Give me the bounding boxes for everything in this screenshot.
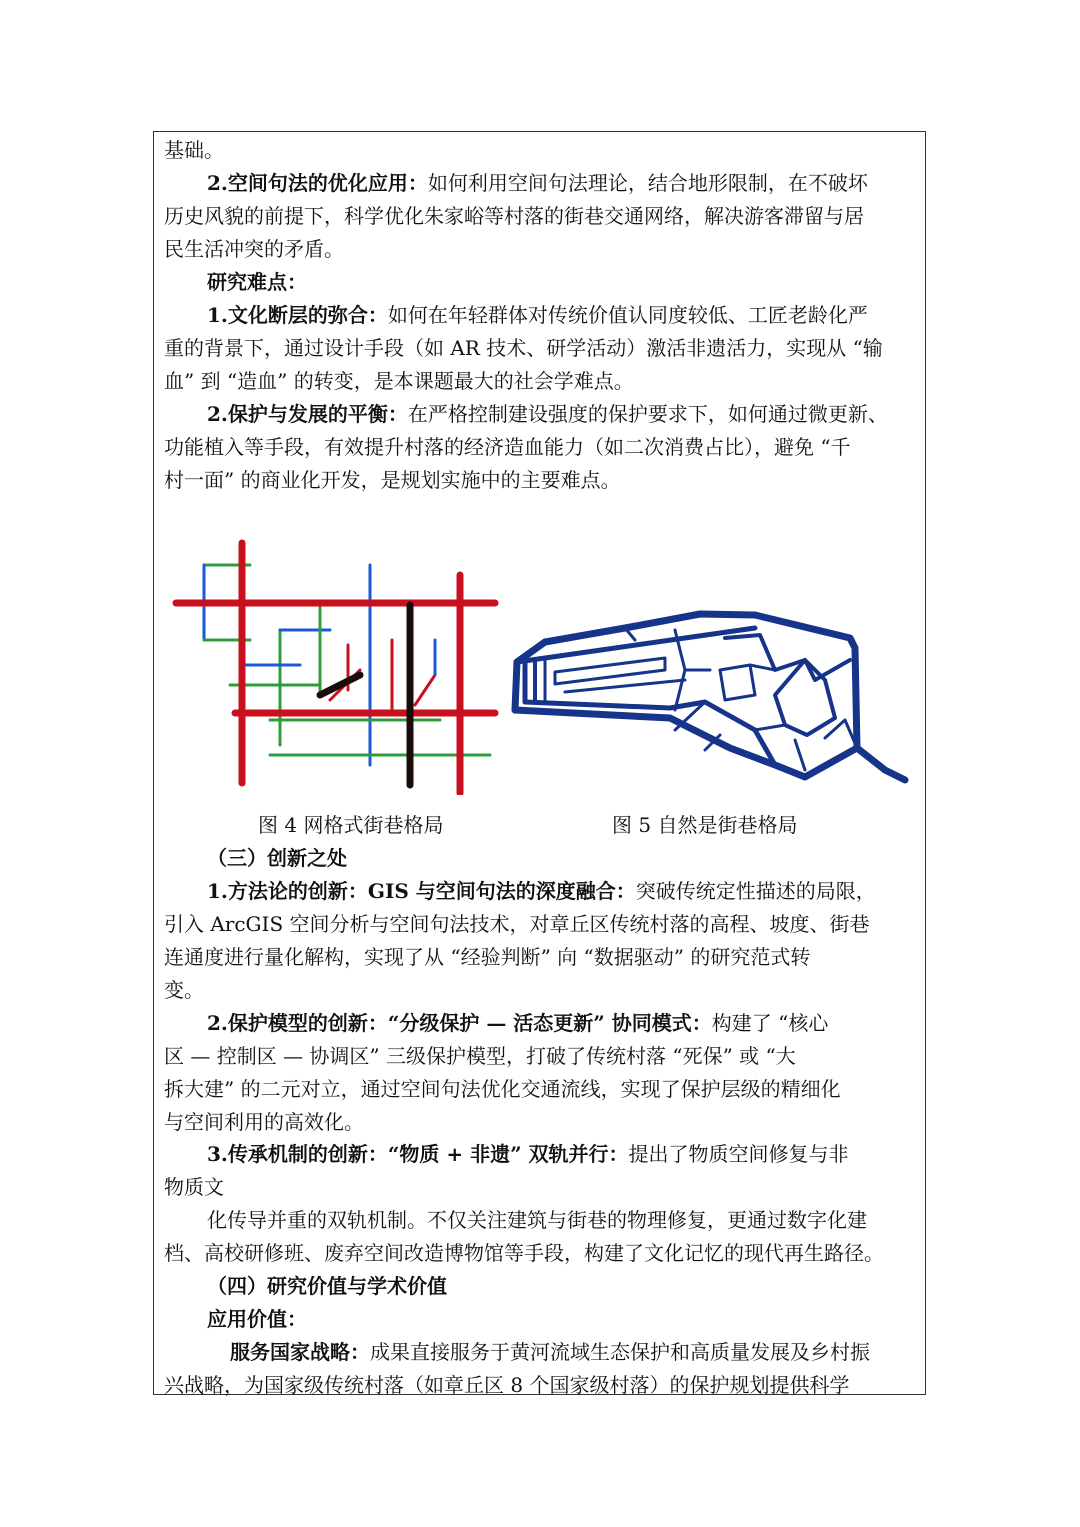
text-line: 物质文 — [164, 1175, 224, 1199]
figure-5-caption: 图 5 自然是街巷格局 — [612, 813, 798, 837]
text-line: 2.保护与发展的平衡：在严格控制建设强度的保护要求下，如何通过微更新、 — [207, 402, 888, 426]
main-road — [517, 628, 755, 662]
text-line: 兴战略，为国家级传统村落（如章丘区 8 个国家级村落）的保护规划提供科学 — [164, 1373, 850, 1397]
street-line — [825, 720, 857, 748]
text-line: 1.方法论的创新：GIS 与空间句法的深度融合：突破传统定性描述的局限， — [207, 879, 876, 903]
text-line: 引入 ArcGIS 空间分析与空间句法技术，对章丘区传统村落的高程、坡度、街巷 — [164, 912, 870, 936]
text-line: 历史风貌的前提下，科学优化朱家峪等村落的街巷交通网络，解决游客滞留与居 — [164, 204, 864, 228]
text-line: 村一面” 的商业化开发，是规划实施中的主要难点。 — [164, 468, 621, 492]
text-line: 应用价值： — [207, 1307, 307, 1331]
text-line: 2.保护模型的创新：“分级保护 — 活态更新” 协同模式：构建了 “核心 — [207, 1011, 829, 1035]
text-line: 连通度进行量化解构，实现了从 “经验判断” 向 “数据驱动” 的研究范式转 — [164, 945, 811, 969]
text-line: 区 — 控制区 — 协调区” 三级保护模型，打破了传统村落 “死保” 或 “大 — [164, 1044, 796, 1068]
street-line — [555, 658, 665, 684]
street-line — [795, 740, 805, 770]
organic-street-figure — [505, 600, 915, 795]
text-line: 基础。 — [164, 138, 224, 162]
figure-4-caption: 图 4 网格式街巷格局 — [258, 813, 444, 837]
street-line — [720, 665, 755, 700]
text-line: 血” 到 “造血” 的转变，是本课题最大的社会学难点。 — [164, 369, 634, 393]
text-line: 与空间利用的高效化。 — [164, 1110, 364, 1134]
text-line: 民生活冲突的矛盾。 — [164, 237, 344, 261]
text-line: 拆大建” 的二元对立，通过空间句法优化交通流线，实现了保护层级的精细化 — [164, 1077, 841, 1101]
street-line — [755, 725, 785, 730]
text-line: 1.文化断层的弥合：如何在年轻群体对传统价值认同度较低、工匠老龄化严 — [207, 303, 868, 327]
grid-street-figure — [170, 535, 505, 795]
text-line: 变。 — [164, 978, 204, 1002]
text-line: 重的背景下，通过设计手段（如 AR 技术、研学活动）激活非遗活力，实现从 “输 — [164, 336, 883, 360]
section-heading: （四）研究价值与学术价值 — [207, 1274, 447, 1298]
text-line: 研究难点： — [207, 270, 307, 294]
text-line: 2.空间句法的优化应用：如何利用空间句法理论，结合地形限制，在不破坏 — [207, 171, 868, 195]
text-line: 档、高校研修班、废弃空间改造博物馆等手段，构建了文化记忆的现代再生路径。 — [164, 1241, 884, 1265]
street-line — [415, 675, 435, 705]
section-heading: （三）创新之处 — [207, 846, 347, 870]
text-line: 服务国家战略：成果直接服务于黄河流域生态保护和高质量发展及乡村振 — [230, 1340, 870, 1364]
text-line: 化传导并重的双轨机制。不仅关注建筑与街巷的物理修复，更通过数字化建 — [207, 1208, 867, 1232]
text-line: 3.传承机制的创新：“物质 + 非遗” 双轨并行：提出了物质空间修复与非 — [207, 1142, 849, 1166]
main-road — [725, 635, 850, 680]
text-line: 功能植入等手段，有效提升村落的经济造血能力（如二次消费占比），避免 “千 — [164, 435, 851, 459]
